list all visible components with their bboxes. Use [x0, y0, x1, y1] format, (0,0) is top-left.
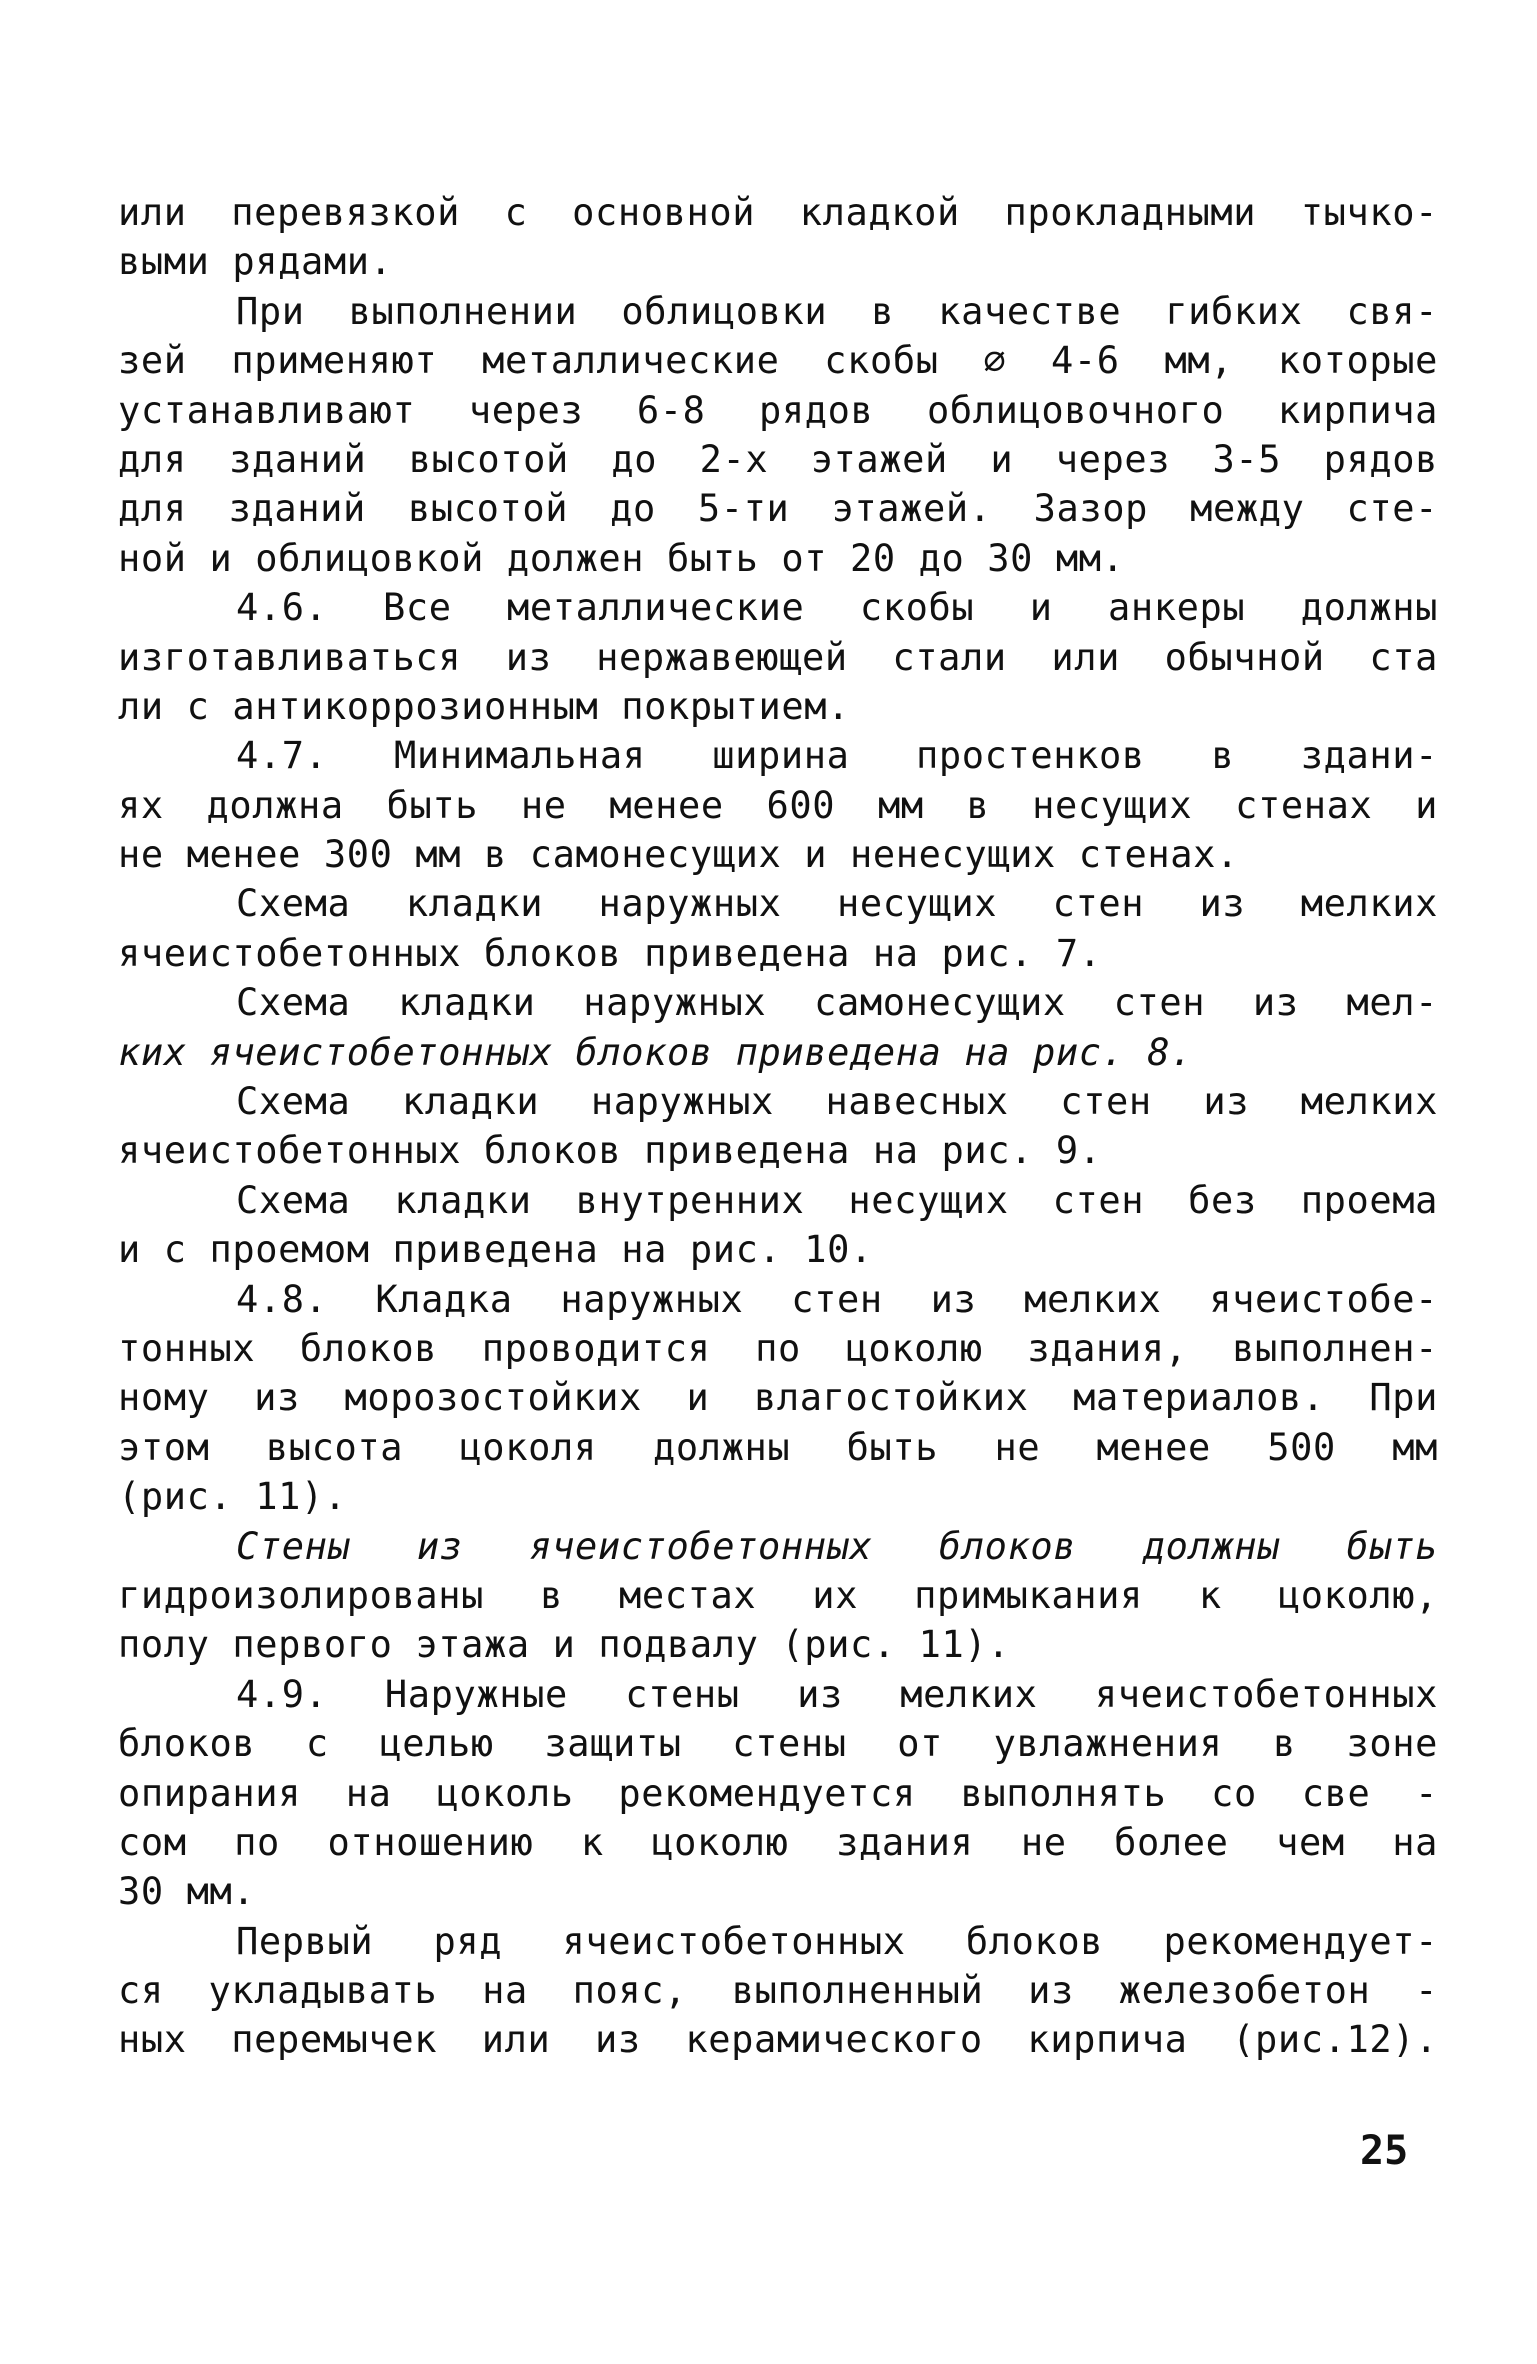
text-line: этом высота цоколя должны быть не менее 500 мм: [118, 1425, 1438, 1469]
text-line: устанавливают через 6-8 рядов облицовочного кирпича: [118, 388, 1438, 432]
text-line: 4.7. Минимальная ширина простенков в здани-: [236, 734, 1438, 778]
text-line: 4.9. Наружные стены из мелких ячеистобетонных: [236, 1672, 1438, 1716]
text-line: 30 мм.: [118, 1870, 256, 1914]
text-line: Схема кладки внутренних несущих стен без проема: [236, 1178, 1438, 1222]
text-line: Первый ряд ячеистобетонных блоков рекомендует-: [236, 1919, 1438, 1963]
text-line: и с проемом приведена на рис. 10.: [118, 1228, 873, 1272]
text-line: тонных блоков проводится по цоколю здания, выполнен-: [118, 1326, 1438, 1370]
text-line: сом по отношению к цоколю здания не более чем на: [118, 1820, 1438, 1864]
page-number: 25: [1360, 2128, 1409, 2174]
text-line: для зданий высотой до 5-ти этажей. Зазор между сте-: [118, 487, 1438, 531]
text-line: 4.8. Кладка наружных стен из мелких ячеистобе-: [236, 1277, 1438, 1321]
text-line: ному из морозостойких и влагостойких материалов. При: [118, 1376, 1438, 1420]
text-line: изготавливаться из нержавеющей стали или обычной ста: [118, 635, 1438, 679]
text-line: 4.6. Все металлические скобы и анкеры должны: [236, 586, 1438, 630]
text-line: для зданий высотой до 2-х этажей и через 3-5 рядов: [118, 437, 1438, 481]
text-line: Схема кладки наружных навесных стен из мелких: [236, 1080, 1438, 1124]
text-line: ячеистобетонных блоков приведена на рис. 7.: [118, 931, 1102, 975]
text-line: Схема кладки наружных самонесущих стен из мел-: [236, 981, 1438, 1025]
text-line: полу первого этажа и подвалу (рис. 11).: [118, 1623, 1011, 1667]
body-text: [118, 188, 1438, 2065]
text-line: ных перемычек или из керамического кирпича (рис.12).: [118, 2018, 1438, 2062]
text-line: (рис. 11).: [118, 1475, 347, 1519]
text-line: выми рядами.: [118, 240, 393, 284]
text-line: или перевязкой с основной кладкой прокладными тычко-: [118, 191, 1438, 234]
text-line: опирания на цоколь рекомендуется выполнять со све -: [118, 1771, 1438, 1815]
text-line: ся укладывать на пояс, выполненный из железобетон -: [118, 1969, 1438, 2013]
text-line: не менее 300 мм в самонесущих и ненесущих стенах.: [118, 833, 1239, 877]
text-line: ли с антикоррозионным покрытием.: [118, 684, 851, 728]
text-line: ной и облицовкой должен быть от 20 до 30 мм.: [118, 536, 1125, 580]
text-line: ких ячеистобетонных блоков приведена на рис. 8.: [118, 1030, 1194, 1074]
text-line: ячеистобетонных блоков приведена на рис. 9.: [118, 1129, 1102, 1173]
text-line: блоков с целью защиты стены от увлажнения в зоне: [118, 1722, 1438, 1766]
text-line: зей применяют металлические скобы ∅ 4-6 мм, которые: [118, 339, 1438, 383]
text-line: гидроизолированы в местах их примыкания к цоколю,: [118, 1573, 1438, 1617]
text-line: Стены из ячеистобетонных блоков должны быть: [236, 1524, 1438, 1568]
text-line: При выполнении облицовки в качестве гибких свя-: [236, 289, 1438, 333]
text-line: ях должна быть не менее 600 мм в несущих стенах и: [118, 783, 1438, 827]
text-line: Схема кладки наружных несущих стен из мелких: [236, 882, 1438, 926]
